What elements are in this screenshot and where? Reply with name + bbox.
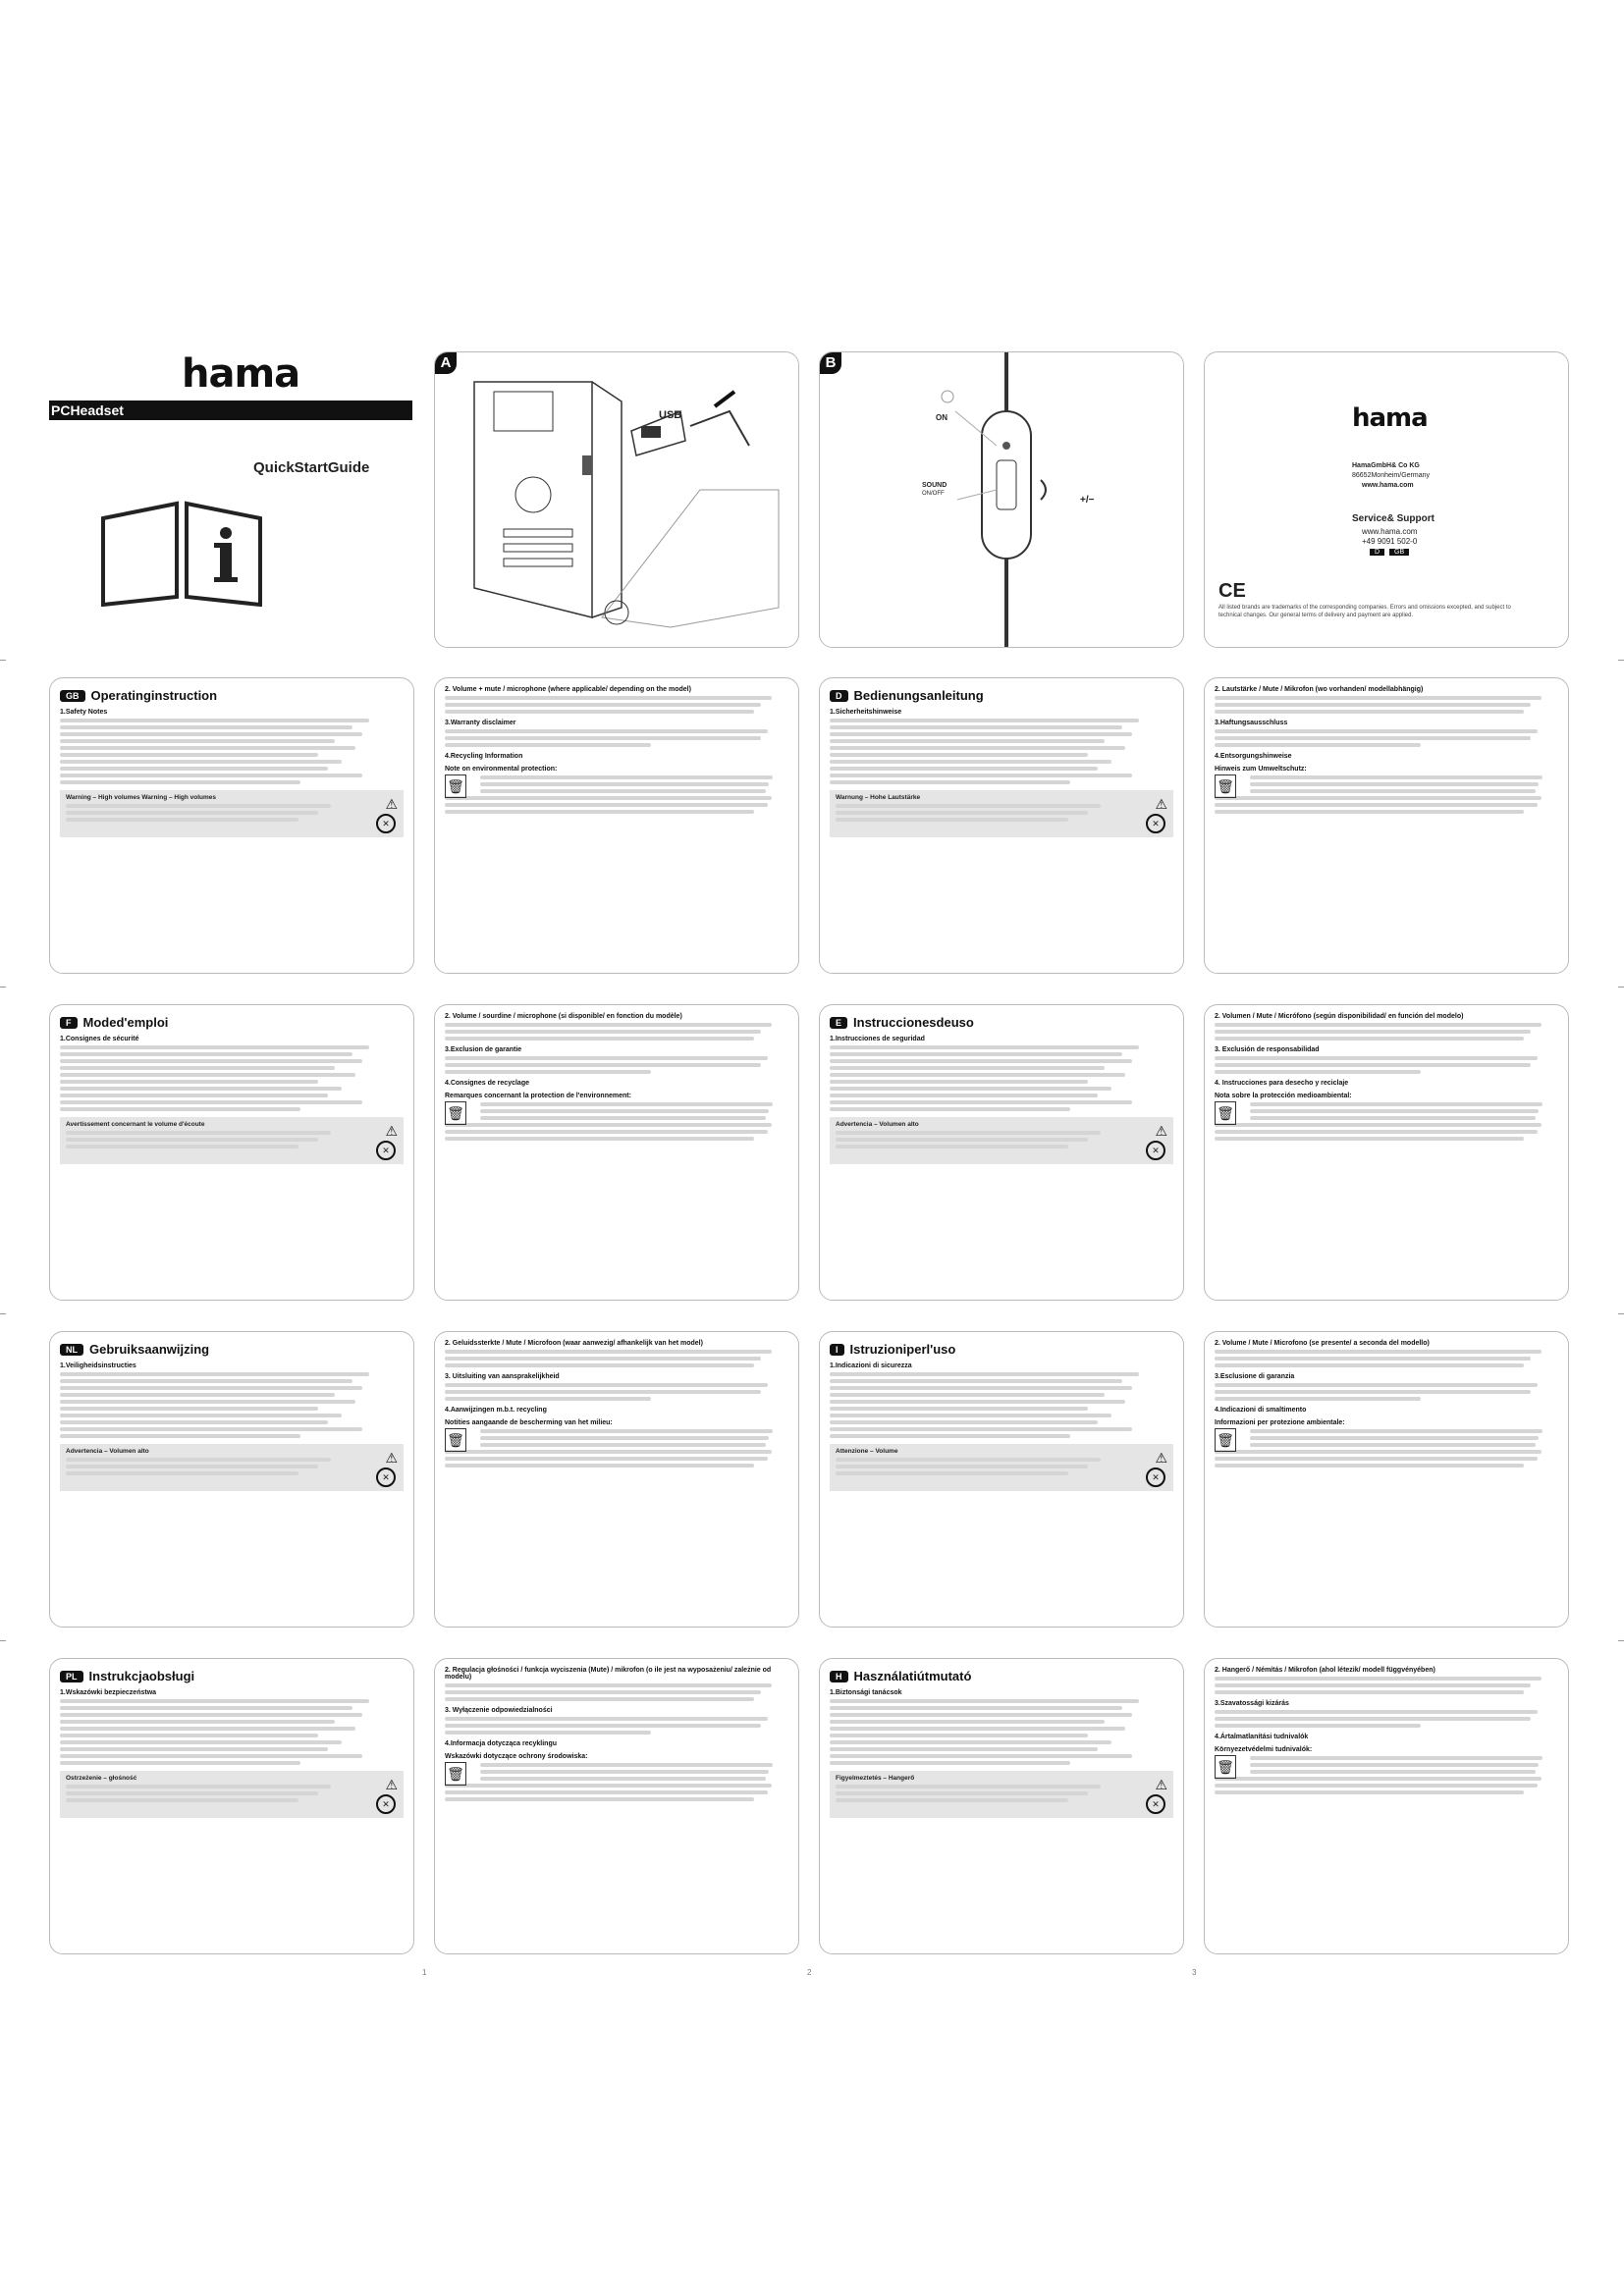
section-panel-pl-2 <box>434 1658 799 1954</box>
lang-badge: D <box>830 690 848 702</box>
figure-a-panel <box>434 351 799 648</box>
figure-b-panel <box>819 351 1184 648</box>
subheading: Note on environmental protection: <box>445 766 558 773</box>
warning-box <box>60 1771 404 1818</box>
body-text <box>1215 775 1558 814</box>
section-panel-e <box>819 1004 1184 1301</box>
warning-box <box>830 1771 1173 1818</box>
body-text <box>445 1056 788 1074</box>
subheading: 3.Haftungsausschluss <box>1215 720 1288 726</box>
body-text <box>1215 1756 1558 1794</box>
body-text <box>1215 729 1558 747</box>
subheading: 1.Consignes de sécurité <box>60 1036 139 1042</box>
section-panel-i-2 <box>1204 1331 1569 1628</box>
body-text <box>1215 1056 1558 1074</box>
usb-label: USB <box>659 409 682 421</box>
subheading: Nota sobre la protección medioambiental: <box>1215 1093 1352 1099</box>
section-panel-h <box>819 1658 1184 1954</box>
fold-mark <box>1618 1640 1624 1641</box>
subheading: 4.Indicazioni di smaltimento <box>1215 1407 1307 1414</box>
hearing-icon: ✕ <box>376 1141 396 1160</box>
body-text <box>1215 1350 1558 1367</box>
weee-bin-icon: 🗑 <box>445 1101 466 1125</box>
subheading: 2. Hangerő / Némítás / Mikrofon (ahol létezik/ modell függvényében) <box>1215 1667 1435 1674</box>
volume-label: +/− <box>1080 495 1095 506</box>
body-text <box>60 1372 404 1438</box>
body-text <box>1215 1023 1558 1041</box>
company-line-2: 86652Monheim/Germany <box>1352 472 1430 479</box>
warning-triangle-icon: ⚠ <box>1155 1450 1167 1466</box>
weee-bin-icon: 🗑 <box>445 1762 466 1786</box>
subheading: 3.Szavatossági kizárás <box>1215 1700 1289 1707</box>
service-web: www.hama.com <box>1362 527 1418 536</box>
page-number: 2 <box>807 1968 812 1977</box>
section-panel-f <box>49 1004 414 1301</box>
hearing-icon: ✕ <box>376 1794 396 1814</box>
subheading: 2. Volume + mute / microphone (where applicable/ depending on the model) <box>445 686 691 693</box>
subheading: 4.Consignes de recyclage <box>445 1080 529 1087</box>
weee-bin-icon: 🗑 <box>1215 774 1236 798</box>
fold-mark <box>0 660 6 661</box>
body-text <box>445 1102 788 1141</box>
body-text <box>1215 1102 1558 1141</box>
body-text <box>445 1429 788 1468</box>
warning-title: Figyelmeztetés – Hangerő <box>836 1775 915 1782</box>
subheading: 1.Indicazioni di sicurezza <box>830 1362 912 1369</box>
subheading: 2. Lautstärke / Mute / Mikrofon (wo vorhanden/ modellabhängig) <box>1215 686 1424 693</box>
section-title: Instruccionesdeuso <box>853 1015 974 1030</box>
warning-box <box>60 790 404 837</box>
subheading: 2. Volume / Mute / Microfono (se presente/ a seconda del modello) <box>1215 1340 1430 1347</box>
subheading: 4.Ártalmatlanítási tudnivalók <box>1215 1734 1309 1740</box>
warning-title: Attenzione – Volume <box>836 1448 898 1455</box>
pc-usb-illustration <box>455 372 788 637</box>
subheading: 3.Esclusione di garanzia <box>1215 1373 1295 1380</box>
guide-title: QuickStartGuide <box>253 459 370 476</box>
lang-badge-gb: GB <box>1389 549 1409 556</box>
lang-badge-de: D <box>1370 549 1384 556</box>
section-panel-h-2 <box>1204 1658 1569 1954</box>
onoff-label: ON/OFF <box>922 491 945 497</box>
section-panel-gb-2 <box>434 677 799 974</box>
warning-box <box>60 1444 404 1491</box>
fold-mark <box>1618 660 1624 661</box>
weee-bin-icon: 🗑 <box>445 1428 466 1452</box>
section-title: Istruzioniperl'uso <box>849 1342 956 1357</box>
body-text <box>445 1350 788 1367</box>
back-cover-panel <box>1204 351 1569 648</box>
company-line-3: www.hama.com <box>1362 482 1414 489</box>
warning-box <box>830 1444 1173 1491</box>
subheading: 3.Warranty disclaimer <box>445 720 516 726</box>
product-title: PCHeadset <box>51 402 124 418</box>
body-text <box>830 719 1173 784</box>
cover-panel <box>49 351 412 646</box>
fold-mark <box>0 1313 6 1314</box>
lang-badge: F <box>60 1017 78 1029</box>
fold-mark <box>1618 987 1624 988</box>
subheading: 3. Uitsluiting van aansprakelijkheid <box>445 1373 560 1380</box>
warning-title: Avertissement concernant le volume d'écoute <box>66 1121 205 1128</box>
section-panel-i <box>819 1331 1184 1628</box>
page-number: 1 <box>422 1968 427 1977</box>
subheading: 1.Safety Notes <box>60 709 108 716</box>
service-phone: +49 9091 502-0 <box>1362 537 1418 546</box>
subheading: Informazioni per protezione ambientale: <box>1215 1419 1345 1426</box>
section-title: Gebruiksaanwijzing <box>89 1342 210 1357</box>
body-text <box>445 1383 788 1401</box>
body-text <box>1215 1710 1558 1728</box>
weee-bin-icon: 🗑 <box>1215 1755 1236 1779</box>
company-line-1: HamaGmbH& Co KG <box>1352 462 1420 469</box>
subheading: Hinweis zum Umweltschutz: <box>1215 766 1307 773</box>
subheading: Környezetvédelmi tudnivalók: <box>1215 1746 1313 1753</box>
section-panel-pl <box>49 1658 414 1954</box>
subheading: 4.Recycling Information <box>445 753 523 760</box>
lang-badge: E <box>830 1017 847 1029</box>
fold-mark <box>0 987 6 988</box>
subheading: Remarques concernant la protection de l'environnement: <box>445 1093 631 1099</box>
warning-triangle-icon: ⚠ <box>1155 1777 1167 1792</box>
weee-bin-icon: 🗑 <box>445 774 466 798</box>
section-panel-d-2 <box>1204 677 1569 974</box>
lang-badge: GB <box>60 690 85 702</box>
lang-badge: PL <box>60 1671 83 1682</box>
service-title: Service& Support <box>1352 513 1435 524</box>
warning-triangle-icon: ⚠ <box>1155 796 1167 812</box>
weee-bin-icon: 🗑 <box>1215 1428 1236 1452</box>
subheading: 1.Wskazówki bezpieczeństwa <box>60 1689 157 1696</box>
warning-triangle-icon: ⚠ <box>385 1450 398 1466</box>
fold-mark <box>0 1640 6 1641</box>
body-text <box>445 1763 788 1801</box>
warning-triangle-icon: ⚠ <box>1155 1123 1167 1139</box>
section-title: Használatiútmutató <box>853 1669 972 1683</box>
body-text <box>445 1683 788 1701</box>
subheading: 1.Veiligheidsinstructies <box>60 1362 136 1369</box>
warning-box <box>60 1117 404 1164</box>
subheading: Wskazówki dotyczące ochrony środowiska: <box>445 1753 588 1760</box>
on-label: ON <box>936 413 947 422</box>
section-title: Instrukcjaobsługi <box>88 1669 195 1683</box>
subheading: 3.Exclusion de garantie <box>445 1046 522 1053</box>
hama-logo: hama <box>182 351 300 397</box>
body-text <box>60 1699 404 1765</box>
body-text <box>830 1699 1173 1765</box>
body-text <box>445 1023 788 1041</box>
section-panel-nl <box>49 1331 414 1628</box>
body-text <box>445 696 788 714</box>
body-text <box>445 1717 788 1735</box>
subheading: 4. Instrucciones para desecho y reciclaje <box>1215 1080 1349 1087</box>
warning-title: Ostrzeżenie – głośność <box>66 1775 137 1782</box>
legal-footer: All listed brands are trademarks of the corresponding companies. Errors and omissions excepted, and subject to technical changes. Our general terms of delivery and payment are applied. <box>1218 605 1511 618</box>
hearing-icon: ✕ <box>1146 1141 1165 1160</box>
warning-title: Advertencia – Volumen alto <box>836 1121 919 1128</box>
section-title: Bedienungsanleitung <box>853 688 984 703</box>
warning-triangle-icon: ⚠ <box>385 1123 398 1139</box>
body-text <box>445 729 788 747</box>
hama-logo-back: hama <box>1352 403 1428 433</box>
section-panel-e-2 <box>1204 1004 1569 1301</box>
subheading: 4.Aanwijzingen m.b.t. recycling <box>445 1407 547 1414</box>
weee-bin-icon: 🗑 <box>1215 1101 1236 1125</box>
subheading: 4.Entsorgungshinweise <box>1215 753 1292 760</box>
page-number: 3 <box>1192 1968 1197 1977</box>
body-text <box>60 1045 404 1111</box>
hearing-icon: ✕ <box>1146 1468 1165 1487</box>
hearing-icon: ✕ <box>376 814 396 833</box>
warning-box <box>830 1117 1173 1164</box>
hearing-icon: ✕ <box>376 1468 396 1487</box>
section-panel-f-2 <box>434 1004 799 1301</box>
sound-label: SOUND <box>922 482 947 489</box>
body-text <box>1215 696 1558 714</box>
warning-box <box>830 790 1173 837</box>
hearing-icon: ✕ <box>1146 814 1165 833</box>
subheading: 2. Volume / sourdine / microphone (si disponible/ en fonction du modèle) <box>445 1013 682 1020</box>
info-book-icon <box>98 499 265 607</box>
body-text <box>445 775 788 814</box>
subheading: 1.Biztonsági tanácsok <box>830 1689 902 1696</box>
subheading: Notities aangaande de bescherming van het milieu: <box>445 1419 613 1426</box>
subheading: 3. Wyłączenie odpowiedzialności <box>445 1707 553 1714</box>
body-text <box>1215 1383 1558 1401</box>
subheading: 4.Informacja dotycząca recyklingu <box>445 1740 557 1747</box>
body-text <box>1215 1429 1558 1468</box>
subheading: 2. Regulacja głośności / funkcja wyciszenia (Mute) / mikrofon (o ile jest na wyposażeniu/ zależnie od modelu) <box>445 1667 772 1681</box>
lang-badge: I <box>830 1344 844 1356</box>
subheading: 2. Volumen / Mute / Micrófono (según disponibilidad/ en función del modelo) <box>1215 1013 1464 1020</box>
section-panel-gb <box>49 677 414 974</box>
hearing-icon: ✕ <box>1146 1794 1165 1814</box>
warning-triangle-icon: ⚠ <box>385 1777 398 1792</box>
ce-mark: CE <box>1218 580 1246 602</box>
subheading: 1.Instrucciones de seguridad <box>830 1036 925 1042</box>
body-text <box>1215 1677 1558 1694</box>
figure-b-label: B <box>820 352 841 374</box>
warning-title: Warning – High volumes Warning – High volumes <box>66 794 217 801</box>
section-title: Operatinginstruction <box>90 688 218 703</box>
lang-badge: H <box>830 1671 848 1682</box>
body-text <box>830 1045 1173 1111</box>
section-title: Moded'emploi <box>82 1015 169 1030</box>
lang-badge: NL <box>60 1344 83 1356</box>
section-panel-d <box>819 677 1184 974</box>
subheading: 3. Exclusión de responsabilidad <box>1215 1046 1320 1053</box>
body-text <box>830 1372 1173 1438</box>
warning-triangle-icon: ⚠ <box>385 796 398 812</box>
product-bar <box>49 400 412 420</box>
figure-a-label: A <box>435 352 457 374</box>
subheading: 1.Sicherheitshinweise <box>830 709 902 716</box>
warning-title: Warnung – Hohe Lautstärke <box>836 794 921 801</box>
warning-title: Advertencia – Volumen alto <box>66 1448 149 1455</box>
body-text <box>60 719 404 784</box>
subheading: 2. Geluidssterkte / Mute / Microfoon (waar aanwezig/ afhankelijk van het model) <box>445 1340 703 1347</box>
fold-mark <box>1618 1313 1624 1314</box>
section-panel-nl-2 <box>434 1331 799 1628</box>
